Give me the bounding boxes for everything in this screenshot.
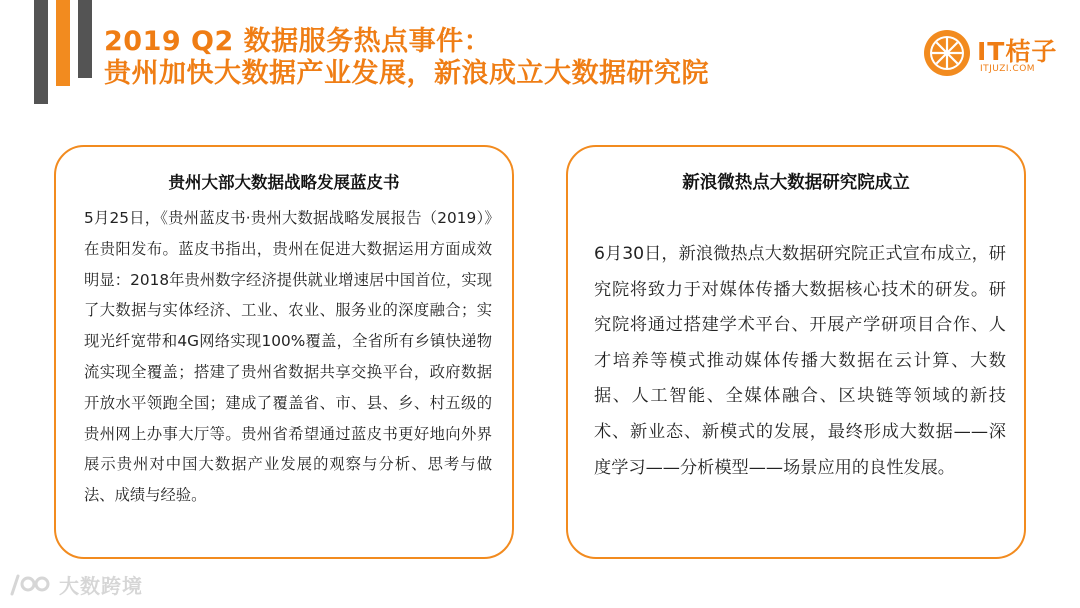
decor-bar-grey-short <box>78 0 92 78</box>
card-heading: 新浪微热点大数据研究院成立 <box>682 173 910 193</box>
card-sina-institute <box>566 145 1026 559</box>
decor-bar-orange <box>56 0 70 86</box>
watermark <box>8 570 143 600</box>
watermark-text: 大数跨境 <box>58 574 143 598</box>
card-body: 6月30日，新浪微热点大数据研究院正式宣布成立，研究院将致力于对媒体传播大数据核心技术的研发。研究院将通过搭建学术平台、开展产学研项目合作、人才培养等模式推动媒体传播大数据在云计算、大数据、人工智能、全媒体融合、区块链等领域的新技术、新业态、新模式的发展，最终形成大数据——深度学习——分析模型——场景应用的良性发展。 <box>594 244 1006 478</box>
logo-url: ITJUZI.COM <box>980 64 1036 74</box>
page-title-line1: 2019 Q2 数据服务热点事件： <box>104 26 492 57</box>
logo-name: IT桔子 <box>977 37 1058 66</box>
itjuzi-logo <box>922 28 1062 82</box>
page-title <box>104 26 709 90</box>
decor-bar-grey <box>34 0 48 104</box>
page-title-line2: 贵州加快大数据产业发展，新浪成立大数据研究院 <box>104 58 709 89</box>
card-guizhou-bluebook <box>54 145 514 559</box>
card-heading: 贵州大部大数据战略发展蓝皮书 <box>168 173 400 192</box>
orange-slice-icon <box>922 28 972 78</box>
card-body: 5月25日，《贵州蓝皮书·贵州大数据战略发展报告（2019）》在贵阳发布。蓝皮书指出，贵州在促进大数据运用方面成效明显：2018年贵州数字经济提供就业增速居中国首位，实现了大数据与实体经济、工业、农业、服务业的深度融合；实现光纤宽带和4G网络实现100%覆盖，全省所有乡镇快递物流实现全覆盖；搭建了贵州省数据共享交换平台，政府数据开放水平领跑全国；建成了覆盖省、市、县、乡、村五级的贵州网上办事大厅等。贵州省希望通过蓝皮书更好地向外界展示贵州对中国大数据产业发展的观察与分析、思考与做法、成绩与经验。 <box>84 209 492 505</box>
watermark-logo-icon <box>8 572 52 598</box>
